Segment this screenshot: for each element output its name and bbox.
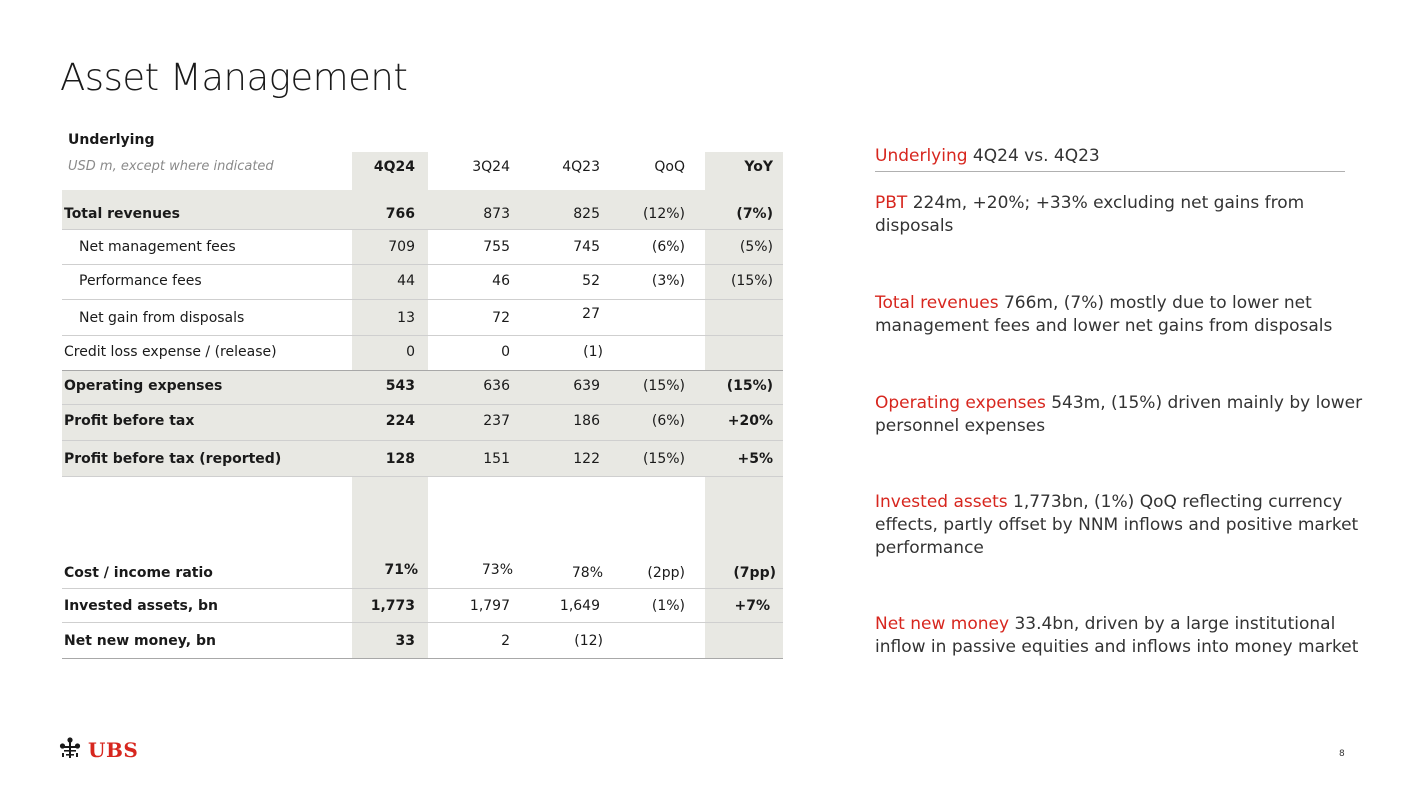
ubs-logo-text: UBS [88,738,139,762]
cell-qoq: (15%) [642,451,685,467]
panel-heading-highlight: Underlying [875,146,968,166]
cell-yoy: +20% [727,413,773,429]
cell-3q24: 1,797 [469,598,510,614]
cell-qoq: (1%) [651,598,685,614]
cell-3q24: 151 [483,451,510,467]
row-label: Net new money, bn [64,633,216,649]
row-divider [62,658,783,659]
row-divider [62,404,783,405]
cell-3q24: 873 [483,206,510,222]
cell-yoy: +5% [737,451,773,467]
col-header-3q24: 3Q24 [472,159,510,175]
row-label: Cost / income ratio [64,565,213,581]
row-label: Credit loss expense / (release) [64,344,277,360]
table-unit-label: USD m, except where indicated [68,159,274,174]
ubs-keys-icon [58,736,82,764]
cell-yoy: (7%) [736,206,773,222]
row-label: Invested assets, bn [64,598,219,614]
page-title: Asset Management [60,56,408,99]
bullet-highlight: PBT [875,193,908,213]
table-section-label: Underlying [68,132,155,148]
row-divider [62,622,783,623]
cell-yoy: +7% [734,598,770,614]
cell-4q24: 766 [385,206,415,222]
cell-4q23: 52 [582,273,600,289]
cell-3q24: 72 [492,310,510,326]
commentary-total-revenues [875,292,1365,338]
row-divider [62,440,783,441]
cell-yoy: (5%) [739,239,773,255]
bullet-text: 1,773bn, (1%) QoQ reflecting currency effects, partly offset by NNM inflows and positive market performance [875,492,1359,558]
bullet-text: 766m, (7%) mostly due to lower net management fees and lower net gains from disposals [875,293,1333,336]
cell-4q24: 1,773 [370,598,415,614]
cell-4q24: 13 [397,310,415,326]
cell-4q24: 224 [385,413,415,429]
row-divider [62,588,783,589]
cell-qoq: (15%) [642,378,685,394]
bullet-text: 224m, +20%; +33% excluding net gains from disposals [875,193,1305,236]
cell-qoq: (6%) [651,413,685,429]
cell-4q23: 78% [571,565,603,581]
cell-3q24: 755 [483,239,510,255]
cell-4q24: 709 [388,239,415,255]
cell-3q24: 0 [501,344,510,360]
bullet-highlight: Invested assets [875,492,1008,512]
panel-heading-rest: 4Q24 vs. 4Q23 [967,146,1100,166]
cell-4q23: (12) [574,633,603,649]
bullet-text: 33.4bn, driven by a large institutional inflow in passive equities and inflows into money market [875,614,1359,657]
row-label: Performance fees [79,273,202,289]
cell-qoq: (12%) [642,206,685,222]
col-header-qoq: QoQ [654,159,685,175]
cell-4q24: 33 [395,633,415,649]
cell-4q24: 128 [385,451,415,467]
bullet-highlight: Net new money [875,614,1010,634]
cell-3q24: 73% [481,562,513,578]
row-divider [62,476,783,477]
cell-4q23: 639 [573,378,600,394]
page-number: 8 [1339,749,1345,759]
col-header-4q24: 4Q24 [373,159,415,175]
commentary-net-new-money [875,613,1365,659]
bullet-highlight: Total revenues [875,293,999,313]
cell-yoy: (15%) [730,273,773,289]
cell-yoy: (7pp) [733,565,776,581]
bullet-highlight: Operating expenses [875,393,1046,413]
row-label: Net gain from disposals [79,310,245,326]
commentary-operating-expenses [875,392,1365,438]
row-label: Total revenues [64,206,180,222]
cell-4q23: 745 [573,239,600,255]
row-label: Profit before tax (reported) [64,451,282,467]
cell-4q23: 27 [582,306,600,322]
row-divider [62,370,783,371]
cell-3q24: 636 [483,378,510,394]
row-label: Operating expenses [64,378,223,394]
cell-3q24: 46 [492,273,510,289]
row-divider [62,229,783,230]
row-label: Profit before tax [64,413,195,429]
cell-3q24: 237 [483,413,510,429]
cell-4q24: 44 [397,273,415,289]
row-divider [62,299,783,300]
cell-qoq: (6%) [651,239,685,255]
row-divider [62,264,783,265]
col-header-yoy: YoY [744,159,773,175]
cell-4q24: 71% [384,562,418,578]
cell-4q24: 0 [406,344,415,360]
panel-heading [875,146,1345,172]
col-header-4q23: 4Q23 [562,159,600,175]
cell-4q23: 122 [573,451,600,467]
commentary-panel [875,146,1365,657]
cell-4q24: 543 [385,378,415,394]
cell-4q23: (1) [583,344,603,360]
cell-qoq: (3%) [651,273,685,289]
cell-yoy: (15%) [726,378,773,394]
cell-4q23: 186 [573,413,600,429]
commentary-invested-assets [875,491,1365,560]
cell-4q23: 825 [573,206,600,222]
row-divider [62,335,783,336]
cell-3q24: 2 [501,633,510,649]
bullet-text: 543m, (15%) driven mainly by lower personnel expenses [875,393,1363,436]
ubs-logo [58,736,138,764]
cell-4q23: 1,649 [559,598,600,614]
cell-qoq: (2pp) [647,565,685,581]
commentary-pbt [875,192,1365,238]
row-label: Net management fees [79,239,236,255]
